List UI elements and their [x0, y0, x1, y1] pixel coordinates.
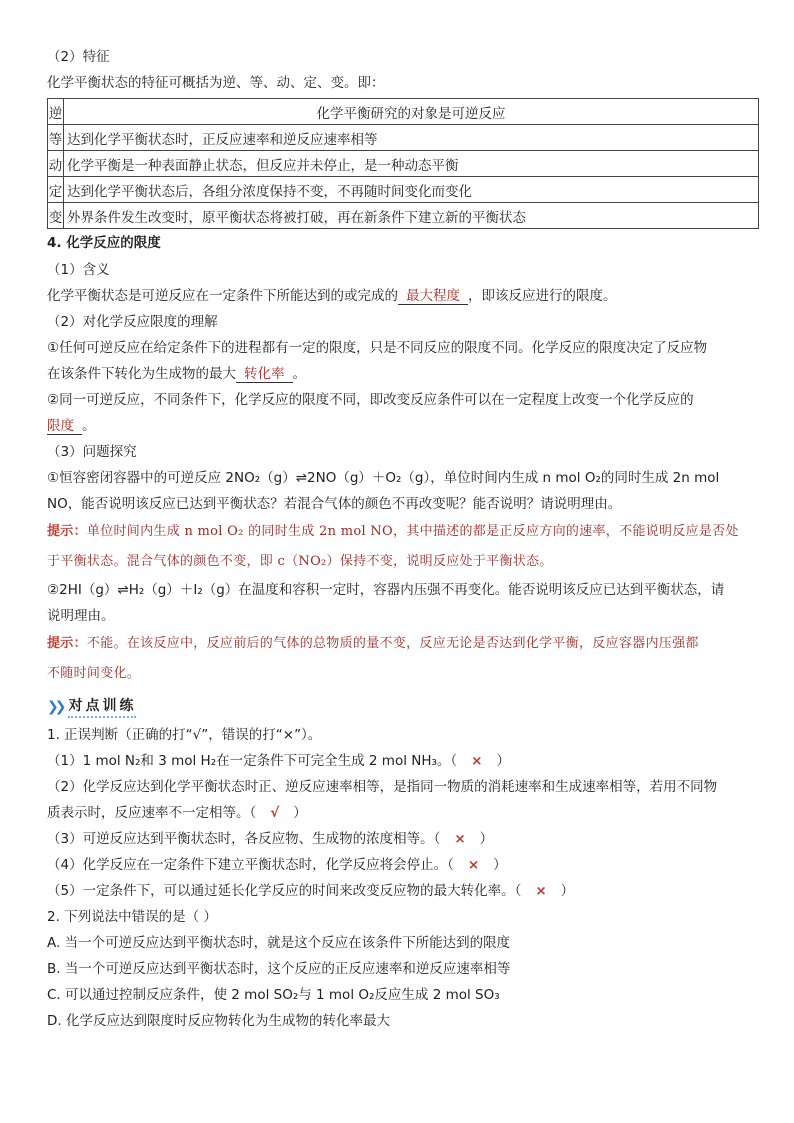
- option-a: A. 当一个可逆反应达到平衡状态时，就是这个反应在该条件下所能达到的限度: [47, 935, 511, 951]
- exercise-1-item: [47, 878, 759, 904]
- item-text: （3）可逆反应达到平衡状态时，各反应物、生成物的浓度相等。（: [47, 831, 441, 847]
- table-row: [48, 151, 759, 177]
- hint-2-line1: [47, 629, 759, 659]
- wrong-mark-icon: ×: [535, 883, 547, 899]
- hint-text: 单位时间内生成 n mol O₂ 的同时生成 2n mol NO，其中描述的都是正反应方向的速率，不能说明反应是否处: [86, 524, 739, 539]
- exercise-1-title: 1. 正误判断（正确的打“√”，错误的打“×”）。: [47, 727, 322, 743]
- exercise-1-item: [47, 748, 759, 774]
- item-end: ）: [479, 831, 494, 847]
- subheading-exploration: （3）问题探究: [47, 444, 137, 460]
- hint-label: 提示：: [47, 524, 87, 539]
- table-value: 达到化学平衡状态时，正反应速率和逆反应速率相等: [64, 125, 759, 151]
- item-text: （5）一定条件下，可以通过延长化学反应的时间来改变反应物的最大转化率。（: [47, 883, 522, 899]
- document-page: [47, 44, 759, 1034]
- understanding-1-line2: [47, 361, 759, 387]
- banner-title: 对点训练: [68, 695, 136, 718]
- table-key: 等: [48, 125, 64, 151]
- item-end: ）: [293, 805, 307, 821]
- item-end: ）: [496, 753, 510, 769]
- text-fragment: 。: [292, 366, 306, 382]
- table-value: 化学平衡研究的对象是可逆反应: [64, 99, 759, 125]
- item-text: （4）化学反应在一定条件下建立平衡状态时，化学反应将会停止。（: [47, 857, 454, 873]
- answer-blank: 转化率: [236, 366, 293, 383]
- question-2-line1: ②2HI（g）⇌H₂（g）＋I₂（g）在温度和容积一定时，容器内压强不再变化。能否说明该反应已达到平衡状态，请: [47, 582, 725, 598]
- hint-label: 提示：: [47, 636, 87, 651]
- wrong-mark-icon: ×: [454, 831, 466, 847]
- table-value: 达到化学平衡状态后，各组分浓度保持不变，不再随时间变化而变化: [64, 177, 759, 203]
- table-key: 动: [48, 151, 64, 177]
- item-text: （1）1 mol N₂和 3 mol H₂在一定条件下可完全生成 2 mol NH₃。（: [47, 753, 458, 769]
- exercise-2-title: 2. 下列说法中错误的是（ ）: [47, 909, 217, 925]
- question-2-line2: 说明理由。: [47, 608, 115, 624]
- text-fragment: 在该条件下转化为生成物的最大: [47, 366, 236, 382]
- hint-2-line2: 不随时间变化。: [47, 666, 141, 681]
- item-end: ）: [560, 883, 575, 899]
- table-value: 化学平衡是一种表面静止状态，但反应并未停止，是一种动态平衡: [64, 151, 759, 177]
- subheading-understanding: （2）对化学反应限度的理解: [47, 314, 218, 330]
- wrong-mark-icon: ×: [467, 857, 480, 873]
- features-table: [47, 98, 759, 229]
- item-text: 质表示时，反应速率不一定相等。（: [47, 805, 257, 821]
- table-row: [48, 177, 759, 203]
- subheading-meaning: （1）含义: [47, 262, 110, 278]
- hint-text: 不能。在该反应中，反应前后的气体的总物质的量不变，反应无论是否达到化学平衡，反应容器内压强都: [86, 636, 699, 651]
- features-intro: 化学平衡状态的特征可概括为逆、等、动、定、变。即：: [47, 75, 385, 91]
- wrong-mark-icon: ×: [471, 753, 483, 769]
- option-c: C. 可以通过控制反应条件，使 2 mol SO₂与 1 mol O₂反应生成 2 mol SO₃: [47, 987, 500, 1003]
- table-row: [48, 99, 759, 125]
- section-heading-features: （2）特征: [47, 49, 110, 65]
- item-end: ）: [493, 857, 507, 873]
- table-row: [48, 203, 759, 229]
- hint-1-line1: [47, 517, 759, 547]
- exercise-1-item: [47, 826, 759, 852]
- check-mark-icon: √: [270, 805, 280, 821]
- text-fragment: 化学平衡状态是可逆反应在一定条件下所能达到的或完成的: [47, 288, 398, 304]
- exercise-1-item-2-line2: [47, 800, 759, 826]
- exercise-1-item: [47, 852, 759, 878]
- text-fragment: 。: [82, 418, 96, 434]
- table-key: 定: [48, 177, 64, 203]
- hint-1-line2: 于平衡状态。混合气体的颜色不变，即 c（NO₂）保持不变，说明反应处于平衡状态。: [47, 554, 553, 569]
- option-b: B. 当一个可逆反应达到平衡状态时，这个反应的正反应速率和逆反应速率相等: [47, 961, 511, 977]
- section-title-limit: 4. 化学反应的限度: [47, 235, 161, 251]
- table-key: 逆: [48, 99, 64, 125]
- meaning-text: [47, 283, 759, 309]
- understanding-2-line1: ②同一可逆反应，不同条件下，化学反应的限度不同，即改变反应条件可以在一定程度上改变一个化学反应的: [47, 392, 694, 408]
- answer-blank: 限度: [47, 418, 82, 435]
- double-chevron-icon: ❯❯: [47, 698, 63, 715]
- understanding-2-line2: [47, 413, 759, 439]
- question-1-line2: NO，能否说明该反应已达到平衡状态？若混合气体的颜色不再改变呢？能否说明？请说明理由。: [47, 496, 622, 512]
- text-fragment: ，即该反应进行的限度。: [468, 288, 617, 304]
- exercise-1-item-2-line1: （2）化学反应达到化学平衡状态时正、逆反应速率相等，是指同一物质的消耗速率和生成速率相等，若用不同物: [47, 779, 718, 795]
- table-key: 变: [48, 203, 64, 229]
- option-d: D. 化学反应达到限度时反应物转化为生成物的转化率最大: [47, 1013, 390, 1029]
- table-row: [48, 125, 759, 151]
- table-value: 外界条件发生改变时，原平衡状态将被打破，再在新条件下建立新的平衡状态: [64, 203, 759, 229]
- practice-banner: [47, 695, 759, 718]
- understanding-1-line1: ①任何可逆反应在给定条件下的进程都有一定的限度，只是不同反应的限度不同。化学反应的限度决定了反应物: [47, 340, 708, 356]
- answer-blank: 最大程度: [398, 288, 468, 305]
- question-1-line1: ①恒容密闭容器中的可逆反应 2NO₂（g）⇌2NO（g）＋O₂（g），单位时间内生成 n mol O₂的同时生成 2n mol: [47, 470, 720, 486]
